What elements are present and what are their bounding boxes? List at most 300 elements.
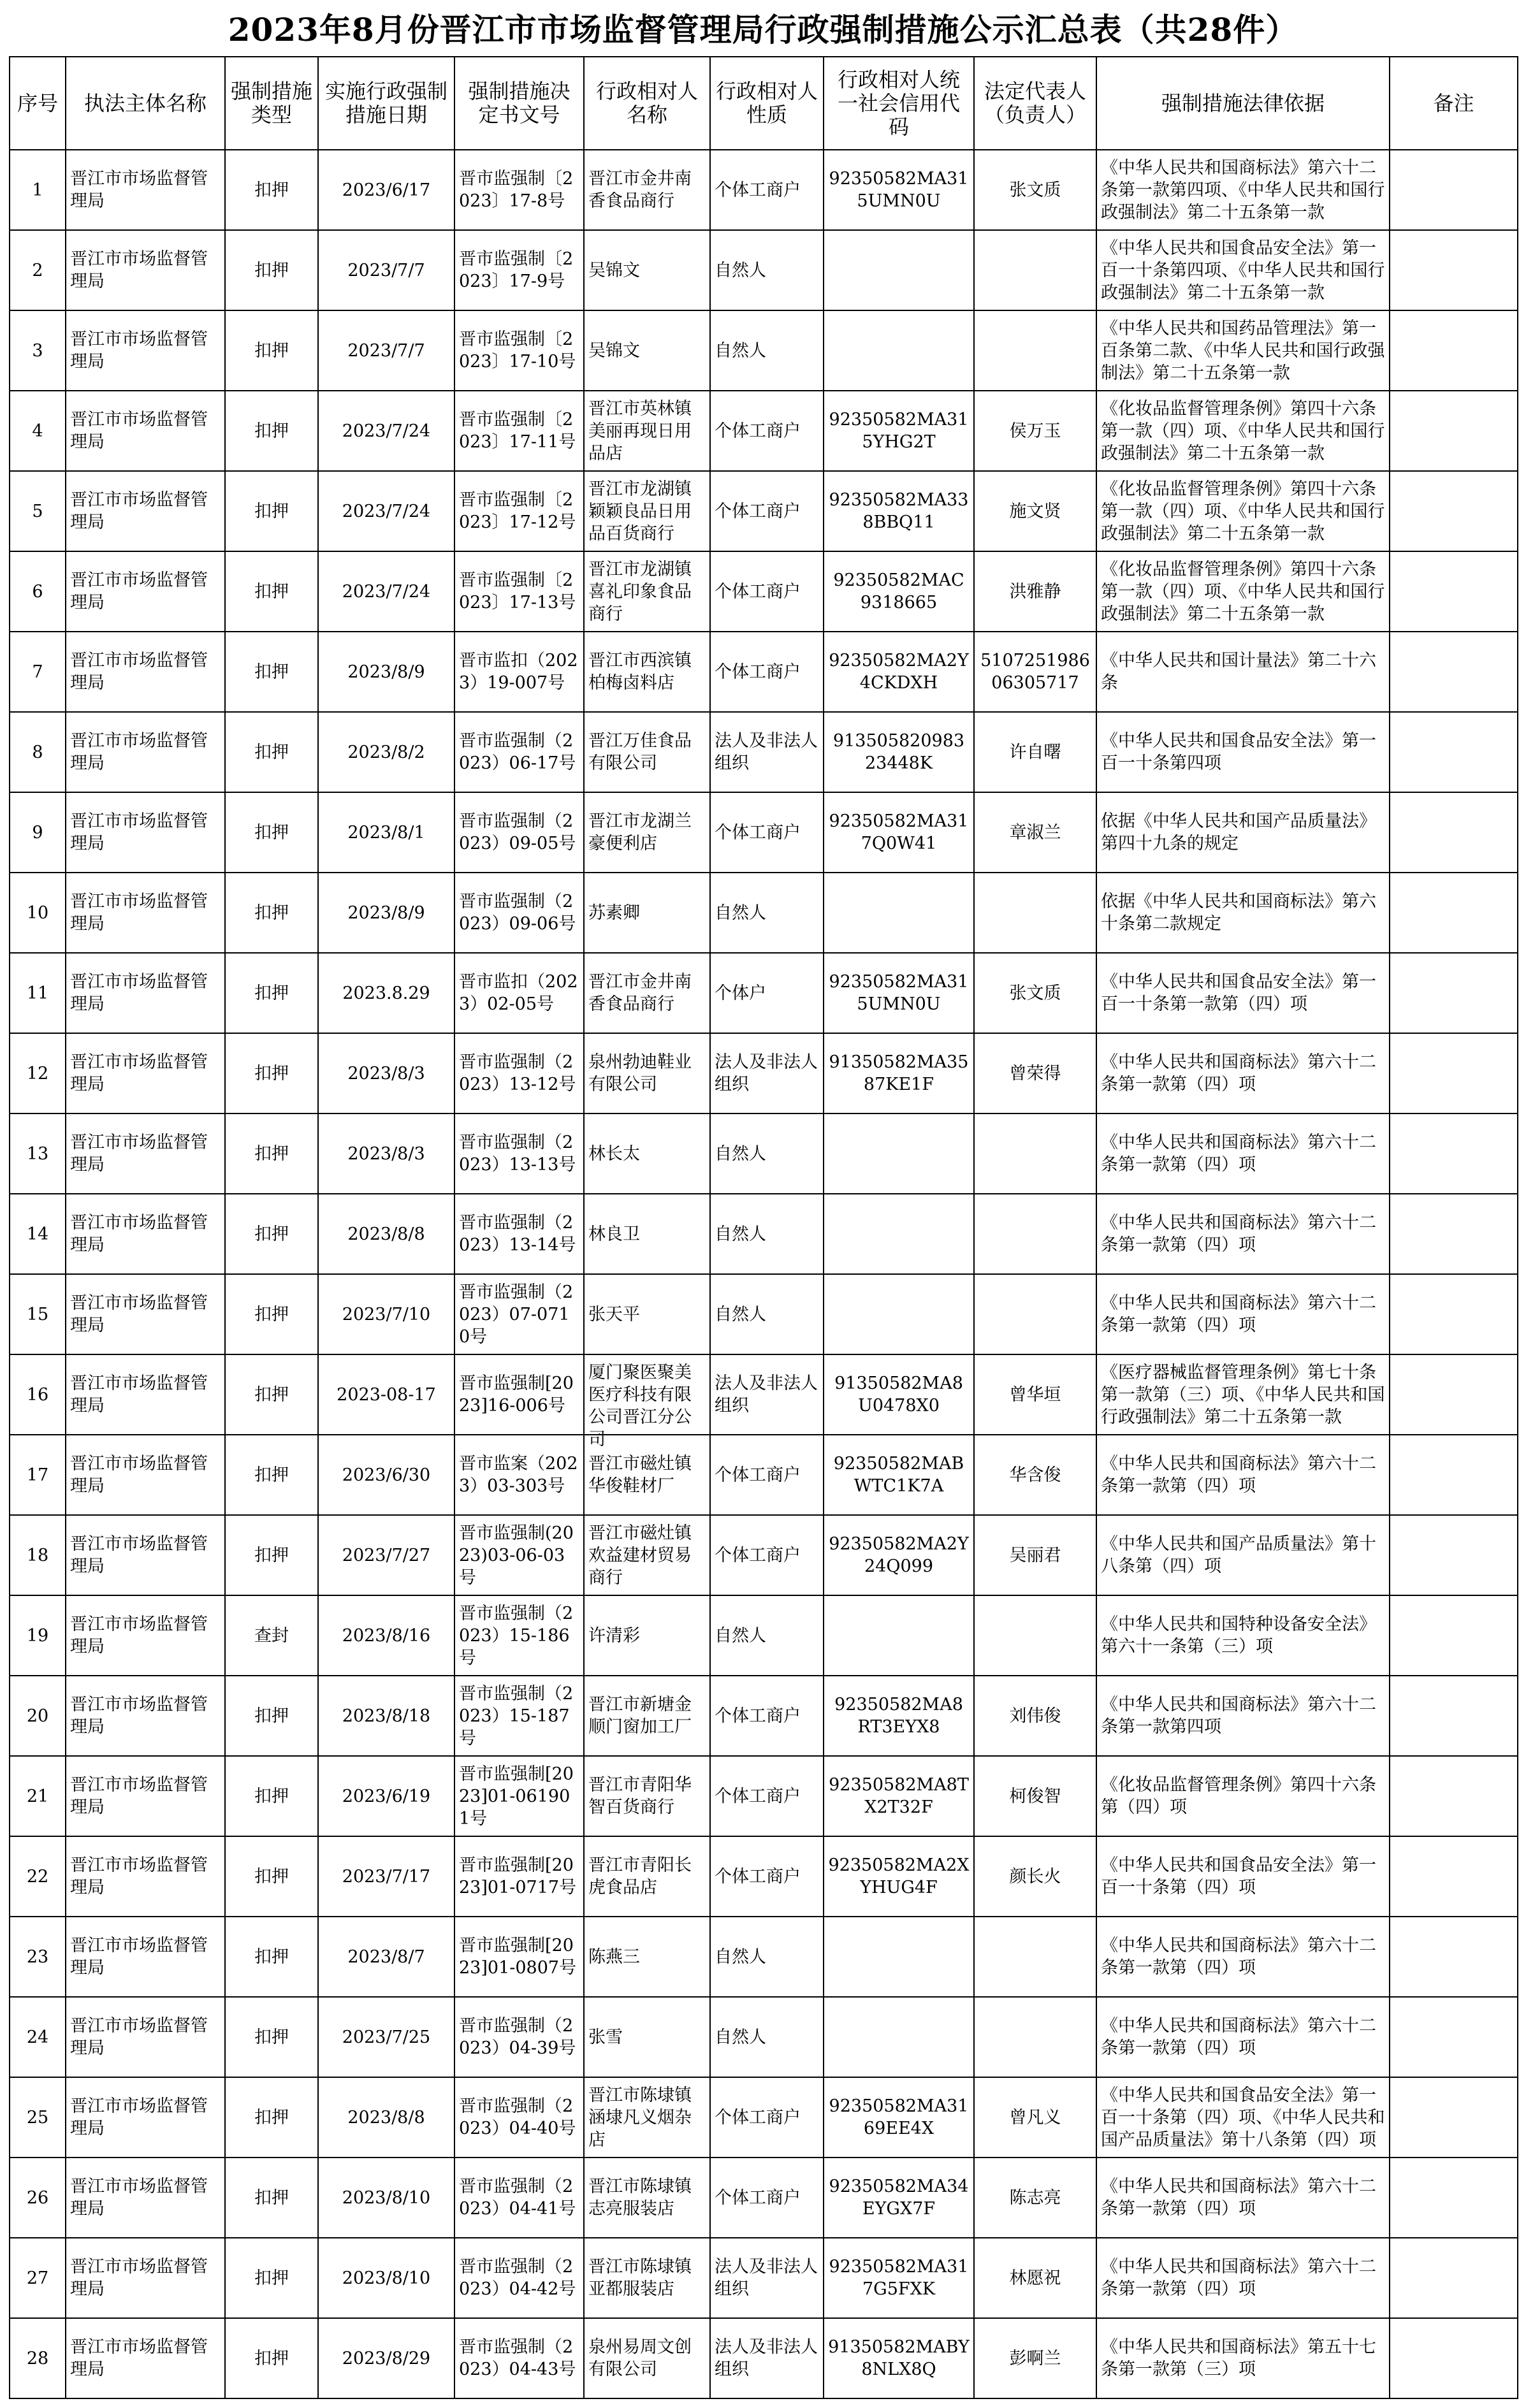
cell-code <box>824 712 974 792</box>
cell-type-text: 扣押 <box>254 1465 289 1485</box>
cell-no <box>10 471 66 551</box>
cell-agency-text: 晋江市市场监督管理局 <box>70 2016 208 2058</box>
cell-doc-text: 晋市监强制〔2023〕17-12号 <box>459 490 576 532</box>
cell-agency <box>66 2158 225 2238</box>
cell-rep-text: 侯万玉 <box>1009 421 1061 441</box>
cell-doc <box>454 310 584 391</box>
cell-agency-text: 晋江市市场监督管理局 <box>70 410 208 452</box>
cell-basis-text: 《中华人民共和国商标法》第六十二条第一款第（四）项 <box>1101 1936 1376 1978</box>
cell-agency-text: 晋江市市场监督管理局 <box>70 1534 208 1576</box>
cell-agency-text: 晋江市市场监督管理局 <box>70 1293 208 1335</box>
table-row <box>10 230 1518 310</box>
cell-rep-text: 张文质 <box>1009 983 1061 1003</box>
cell-no-text: 28 <box>26 2348 49 2368</box>
cell-basis <box>1096 2158 1390 2238</box>
cell-agency-text: 晋江市市场监督管理局 <box>70 2096 208 2138</box>
cell-party <box>584 1836 710 1917</box>
cell-type <box>225 1033 318 1113</box>
cell-doc-text: 晋市监强制（2023）07-0710号 <box>459 1282 574 1347</box>
cell-rep-text: 曾华垣 <box>1009 1384 1061 1405</box>
cell-date <box>318 310 454 391</box>
cell-agency-text: 晋江市市场监督管理局 <box>70 249 208 291</box>
cell-nature-text: 法人及非法人组织 <box>715 1052 818 1094</box>
cell-type-text: 扣押 <box>254 1384 289 1405</box>
cell-type <box>225 712 318 792</box>
cell-basis <box>1096 1836 1390 1917</box>
cell-date-text: 2023.8.29 <box>342 983 430 1003</box>
cell-party <box>584 391 710 471</box>
cell-rep-text: 彭啊兰 <box>1009 2348 1061 2368</box>
cell-basis <box>1096 1194 1390 1274</box>
cell-agency-text: 晋江市市场监督管理局 <box>70 972 208 1014</box>
cell-no <box>10 1435 66 1515</box>
cell-rep-text: 陈志亮 <box>1009 2187 1061 2208</box>
cell-doc-text: 晋市监强制（2023）09-05号 <box>459 811 576 853</box>
table-row <box>10 2077 1518 2158</box>
cell-basis <box>1096 471 1390 551</box>
cell-party <box>584 1595 710 1676</box>
cell-type <box>225 310 318 391</box>
cell-basis-text: 《中华人民共和国产品质量法》第十八条第（四）项 <box>1101 1534 1376 1576</box>
cell-type-text: 查封 <box>254 1625 289 1646</box>
cell-note <box>1390 1836 1518 1917</box>
cell-agency-text: 晋江市市场监督管理局 <box>70 1213 208 1255</box>
cell-party-text: 晋江市龙湖兰豪便利店 <box>588 811 692 853</box>
cell-code <box>824 1194 974 1274</box>
cell-date-text: 2023/7/25 <box>342 2027 431 2047</box>
cell-code-text: 92350582MA2Y4CKDXH <box>829 651 969 693</box>
cell-code <box>824 2158 974 2238</box>
cell-type <box>225 873 318 953</box>
cell-date <box>318 1997 454 2077</box>
cell-no-text: 25 <box>26 2107 49 2128</box>
cell-doc <box>454 1515 584 1595</box>
cell-rep-text: 许自曙 <box>1009 742 1061 762</box>
cell-basis-text: 依据《中华人民共和国产品质量法》第四十九条的规定 <box>1101 811 1376 853</box>
cell-party-text: 林长太 <box>588 1143 640 1164</box>
cell-agency <box>66 471 225 551</box>
cell-rep-text: 曾荣得 <box>1009 1063 1061 1084</box>
cell-code <box>824 1274 974 1354</box>
cell-basis <box>1096 953 1390 1033</box>
cell-doc-text: 晋市监强制〔2023〕17-13号 <box>459 570 576 613</box>
cell-basis <box>1096 1756 1390 1836</box>
cell-agency <box>66 792 225 873</box>
enforcement-table <box>9 56 1518 2399</box>
cell-rep-text: 章淑兰 <box>1009 822 1061 843</box>
cell-note <box>1390 1676 1518 1756</box>
cell-type-text: 扣押 <box>254 421 289 441</box>
cell-no-text: 20 <box>26 1706 49 1726</box>
cell-doc <box>454 1595 584 1676</box>
cell-date-text: 2023/7/24 <box>342 581 431 602</box>
cell-rep-text: 洪雅静 <box>1009 581 1061 602</box>
cell-basis <box>1096 1595 1390 1676</box>
cell-basis <box>1096 2077 1390 2158</box>
cell-date <box>318 712 454 792</box>
cell-agency-text: 晋江市市场监督管理局 <box>70 1454 208 1496</box>
cell-agency-text: 晋江市市场监督管理局 <box>70 2177 208 2219</box>
cell-type <box>225 1595 318 1676</box>
cell-no-text: 1 <box>32 180 43 200</box>
cell-doc-text: 晋市监强制（2023）09-06号 <box>459 892 576 934</box>
cell-doc <box>454 551 584 632</box>
cell-agency <box>66 551 225 632</box>
cell-date <box>318 391 454 471</box>
cell-no-text: 11 <box>26 983 49 1003</box>
table-row <box>10 1836 1518 1917</box>
cell-date-text: 2023/8/3 <box>347 1063 425 1084</box>
cell-party <box>584 2158 710 2238</box>
cell-nature <box>710 792 824 873</box>
cell-agency <box>66 310 225 391</box>
cell-code-text: 92350582MA8TX2T32F <box>829 1775 969 1817</box>
cell-date-text: 2023/6/30 <box>342 1465 431 1485</box>
cell-date <box>318 2158 454 2238</box>
cell-agency <box>66 1917 225 1997</box>
cell-date-text: 2023/7/24 <box>342 501 431 521</box>
cell-agency <box>66 873 225 953</box>
cell-basis <box>1096 2238 1390 2318</box>
cell-rep <box>974 1033 1096 1113</box>
cell-doc <box>454 1997 584 2077</box>
cell-party-text: 泉州勃迪鞋业有限公司 <box>588 1052 692 1094</box>
cell-note <box>1390 310 1518 391</box>
cell-type-text: 扣押 <box>254 1143 289 1164</box>
cell-no-text: 17 <box>26 1465 49 1485</box>
cell-rep <box>974 551 1096 632</box>
cell-party <box>584 230 710 310</box>
cell-party <box>584 1354 710 1449</box>
cell-no-text: 3 <box>32 340 43 361</box>
cell-agency <box>66 150 225 230</box>
cell-agency <box>66 2318 225 2398</box>
cell-agency-text: 晋江市市场监督管理局 <box>70 2257 208 2299</box>
cell-basis <box>1096 873 1390 953</box>
cell-rep-text: 曾凡义 <box>1009 2107 1061 2128</box>
cell-code-text: 92350582MA2Y24Q099 <box>829 1534 969 1576</box>
cell-no-text: 4 <box>32 421 43 441</box>
cell-note <box>1390 1194 1518 1274</box>
cell-agency-text: 晋江市市场监督管理局 <box>70 2337 208 2379</box>
cell-date-text: 2023/7/27 <box>342 1545 431 1565</box>
cell-rep <box>974 150 1096 230</box>
cell-date-text: 2023/7/10 <box>342 1304 431 1324</box>
cell-no <box>10 391 66 471</box>
cell-party <box>584 1194 710 1274</box>
cell-date-text: 2023/8/7 <box>347 1947 425 1967</box>
cell-rep <box>974 2318 1096 2398</box>
cell-party-text: 晋江市陈埭镇涵埭凡义烟杂店 <box>588 2085 692 2150</box>
cell-basis-text: 《中华人民共和国商标法》第六十二条第一款第（四）项 <box>1101 1213 1376 1255</box>
cell-type-text: 扣押 <box>254 1866 289 1887</box>
cell-rep <box>974 1435 1096 1515</box>
cell-type <box>225 1836 318 1917</box>
table-row <box>10 391 1518 471</box>
cell-no-text: 23 <box>26 1947 49 1967</box>
cell-code <box>824 391 974 471</box>
cell-basis-text: 《化妆品监督管理条例》第四十六条第一款（四）项、《中华人民共和国行政强制法》第二十五条第一款 <box>1101 398 1385 463</box>
cell-nature <box>710 2238 824 2318</box>
cell-no-text: 26 <box>26 2187 49 2208</box>
cell-party <box>584 873 710 953</box>
cell-agency-text: 晋江市市场监督管理局 <box>70 811 208 853</box>
cell-agency-text: 晋江市市场监督管理局 <box>70 1775 208 1817</box>
cell-date-text: 2023/8/18 <box>342 1706 431 1726</box>
cell-basis-text: 《中华人民共和国商标法》第六十二条第一款第（四）项 <box>1101 2257 1376 2299</box>
cell-basis-text: 《中华人民共和国食品安全法》第一百一十条第（四）项 <box>1101 1855 1376 1897</box>
cell-rep <box>974 1354 1096 1435</box>
cell-rep <box>974 1676 1096 1756</box>
cell-nature <box>710 2077 824 2158</box>
cell-no <box>10 953 66 1033</box>
cell-nature <box>710 471 824 551</box>
cell-agency <box>66 712 225 792</box>
cell-agency <box>66 1354 225 1435</box>
cell-agency-text: 晋江市市场监督管理局 <box>70 1936 208 1978</box>
cell-party-text: 晋江市陈埭镇志亮服装店 <box>588 2177 692 2219</box>
cell-code-text: 92350582MAC9318665 <box>833 570 964 613</box>
cell-no <box>10 873 66 953</box>
cell-code <box>824 1836 974 1917</box>
cell-date-text: 2023/8/8 <box>347 2107 425 2128</box>
cell-date <box>318 2077 454 2158</box>
cell-agency <box>66 2077 225 2158</box>
table-row <box>10 1354 1518 1435</box>
cell-date <box>318 551 454 632</box>
cell-doc-text: 晋市监强制（2023）04-39号 <box>459 2016 576 2058</box>
cell-no-text: 9 <box>32 822 43 843</box>
cell-type-text: 扣押 <box>254 1304 289 1324</box>
cell-rep <box>974 1836 1096 1917</box>
cell-doc-text: 晋市监强制(2023)03-06-03号 <box>459 1523 574 1588</box>
cell-nature <box>710 1595 824 1676</box>
cell-date <box>318 632 454 712</box>
cell-code <box>824 230 974 310</box>
cell-basis <box>1096 792 1390 873</box>
cell-nature <box>710 1033 824 1113</box>
table-row <box>10 1194 1518 1274</box>
cell-agency-text: 晋江市市场监督管理局 <box>70 1855 208 1897</box>
cell-agency-text: 晋江市市场监督管理局 <box>70 651 208 693</box>
cell-note <box>1390 1595 1518 1676</box>
cell-no <box>10 230 66 310</box>
cell-type <box>225 632 318 712</box>
table-body <box>10 150 1518 2398</box>
cell-basis-text: 《中华人民共和国食品安全法》第一百一十条第四项 <box>1101 731 1376 773</box>
cell-nature-text: 个体工商户 <box>715 1786 801 1806</box>
cell-agency-text: 晋江市市场监督管理局 <box>70 1052 208 1094</box>
cell-date <box>318 230 454 310</box>
cell-date <box>318 953 454 1033</box>
cell-no <box>10 1274 66 1354</box>
cell-code <box>824 150 974 230</box>
cell-nature <box>710 1515 824 1595</box>
cell-doc <box>454 632 584 712</box>
cell-code-text: 92350582MA338BBQ11 <box>829 490 969 532</box>
cell-type <box>225 1997 318 2077</box>
cell-party <box>584 1274 710 1354</box>
table-row <box>10 1917 1518 1997</box>
cell-note <box>1390 2238 1518 2318</box>
cell-doc <box>454 1354 584 1435</box>
cell-type <box>225 551 318 632</box>
cell-agency <box>66 953 225 1033</box>
cell-agency-text: 晋江市市场监督管理局 <box>70 731 208 773</box>
cell-date <box>318 873 454 953</box>
cell-rep <box>974 2158 1096 2238</box>
cell-doc-text: 晋市监强制（2023）04-41号 <box>459 2177 576 2219</box>
cell-note <box>1390 1756 1518 1836</box>
cell-nature <box>710 873 824 953</box>
cell-nature-text: 个体工商户 <box>715 822 801 843</box>
cell-agency-text: 晋江市市场监督管理局 <box>70 892 208 934</box>
table-row <box>10 2158 1518 2238</box>
cell-no-text: 10 <box>26 903 49 923</box>
cell-doc-text: 晋市监强制〔2023〕17-10号 <box>459 330 576 372</box>
cell-no-text: 24 <box>26 2027 49 2047</box>
cell-agency <box>66 1595 225 1676</box>
cell-party-text: 晋江万佳食品有限公司 <box>588 731 692 773</box>
cell-type <box>225 150 318 230</box>
cell-party-text: 晋江市青阳华智百货商行 <box>588 1775 692 1817</box>
cell-code-text: 92350582MA2XYHUG4F <box>828 1855 970 1897</box>
cell-party <box>584 1997 710 2077</box>
cell-code <box>824 1113 974 1194</box>
cell-nature-text: 个体工商户 <box>715 1545 801 1565</box>
table-row <box>10 1515 1518 1595</box>
cell-basis <box>1096 1435 1390 1515</box>
cell-basis-text: 《中华人民共和国食品安全法》第一百一十条第四项、《中华人民共和国行政强制法》第二十五条第一款 <box>1101 238 1385 303</box>
cell-doc-text: 晋市监强制〔2023〕17-8号 <box>459 169 574 211</box>
cell-no-text: 22 <box>26 1866 49 1887</box>
cell-code <box>824 1917 974 1997</box>
cell-date-text: 2023/6/19 <box>342 1786 431 1806</box>
cell-code <box>824 471 974 551</box>
table-header <box>10 57 1518 150</box>
cell-basis-text: 《中华人民共和国商标法》第六十二条第一款第（四）项 <box>1101 1052 1376 1094</box>
table-row <box>10 1435 1518 1515</box>
cell-no <box>10 1194 66 1274</box>
cell-party-text: 苏素卿 <box>588 903 640 923</box>
cell-no <box>10 1113 66 1194</box>
cell-code-text: 913505820983 23448K <box>832 731 965 773</box>
cell-no <box>10 1997 66 2077</box>
cell-note <box>1390 2318 1518 2398</box>
cell-note <box>1390 1274 1518 1354</box>
cell-basis-text: 《中华人民共和国商标法》第六十二条第一款第四项 <box>1101 1695 1376 1737</box>
cell-basis-text: 《中华人民共和国商标法》第五十七条第一款第（三）项 <box>1101 2337 1376 2379</box>
cell-basis-text: 《中华人民共和国食品安全法》第一百一十条第一款第（四）项 <box>1101 972 1376 1014</box>
cell-basis-text: 《医疗器械监督管理条例》第七十条第一款第（三）项、《中华人民共和国行政强制法》第二十五条第一款 <box>1101 1362 1385 1427</box>
cell-date-text: 2023/8/3 <box>347 1143 425 1164</box>
cell-note <box>1390 1917 1518 1997</box>
cell-type <box>225 230 318 310</box>
cell-code-text: 92350582MA317G5FXK <box>829 2257 969 2299</box>
cell-nature-text: 个体工商户 <box>715 581 801 602</box>
cell-nature <box>710 712 824 792</box>
cell-date-text: 2023/7/7 <box>347 340 425 361</box>
cell-doc-text: 晋市监强制（2023）04-43号 <box>459 2337 576 2379</box>
cell-agency <box>66 1033 225 1113</box>
cell-nature <box>710 1435 824 1515</box>
cell-doc <box>454 1194 584 1274</box>
cell-code <box>824 792 974 873</box>
cell-agency <box>66 1274 225 1354</box>
cell-type-text: 扣押 <box>254 1706 289 1726</box>
cell-doc-text: 晋市监强制[2023]01-061901号 <box>459 1764 574 1829</box>
cell-party-text: 张雪 <box>588 2027 623 2047</box>
cell-party <box>584 471 710 551</box>
cell-note <box>1390 2077 1518 2158</box>
cell-note <box>1390 953 1518 1033</box>
cell-basis-text: 《化妆品监督管理条例》第四十六条第一款（四）项、《中华人民共和国行政强制法》第二十五条第一款 <box>1101 559 1385 624</box>
cell-type <box>225 1917 318 1997</box>
cell-doc <box>454 873 584 953</box>
cell-note <box>1390 1113 1518 1194</box>
cell-basis <box>1096 1917 1390 1997</box>
cell-no <box>10 792 66 873</box>
cell-no <box>10 632 66 712</box>
cell-nature-text: 个体工商户 <box>715 662 801 682</box>
cell-type <box>225 2158 318 2238</box>
cell-note <box>1390 471 1518 551</box>
cell-date-text: 2023/8/10 <box>342 2187 431 2208</box>
cell-note <box>1390 230 1518 310</box>
cell-party-text: 晋江市新塘金顺门窗加工厂 <box>588 1695 692 1737</box>
cell-party <box>584 1756 710 1836</box>
cell-agency-text: 晋江市市场监督管理局 <box>70 1695 208 1737</box>
cell-nature-text: 自然人 <box>715 1947 766 1967</box>
cell-nature-text: 个体工商户 <box>715 2107 801 2128</box>
cell-nature-text: 法人及非法人组织 <box>715 731 818 773</box>
cell-basis <box>1096 1274 1390 1354</box>
cell-code-text: 91350582MA8U0478X0 <box>834 1374 963 1416</box>
cell-no-text: 27 <box>26 2268 49 2288</box>
cell-party-text: 厦门聚医聚美医疗科技有限公司晋江分公司 <box>588 1362 692 1449</box>
cell-rep-text: 颜长火 <box>1009 1866 1061 1887</box>
cell-date <box>318 1274 454 1354</box>
cell-note <box>1390 551 1518 632</box>
cell-nature <box>710 391 824 471</box>
cell-no-text: 14 <box>26 1224 49 1244</box>
cell-type-text: 扣押 <box>254 340 289 361</box>
cell-code <box>824 551 974 632</box>
cell-basis <box>1096 230 1390 310</box>
cell-type <box>225 1515 318 1595</box>
cell-date-text: 2023/8/16 <box>342 1625 431 1646</box>
cell-basis-text: 《中华人民共和国计量法》第二十六条 <box>1101 651 1376 693</box>
cell-type-text: 扣押 <box>254 1947 289 1967</box>
cell-date <box>318 792 454 873</box>
cell-party <box>584 1033 710 1113</box>
cell-date <box>318 1515 454 1595</box>
cell-agency <box>66 1676 225 1756</box>
cell-party-text: 晋江市磁灶镇欢益建材贸易商行 <box>588 1523 692 1588</box>
cell-note <box>1390 391 1518 471</box>
cell-rep-text: 吴丽君 <box>1009 1545 1061 1565</box>
cell-rep <box>974 953 1096 1033</box>
cell-code <box>824 1595 974 1676</box>
table-row <box>10 1756 1518 1836</box>
cell-doc-text: 晋市监强制（2023）06-17号 <box>459 731 576 773</box>
cell-nature <box>710 1676 824 1756</box>
cell-party-text: 晋江市陈埭镇亚都服装店 <box>588 2257 692 2299</box>
header-party: 行政相对人名称 <box>584 57 710 150</box>
cell-doc-text: 晋市监扣（2023）02-05号 <box>459 972 578 1014</box>
cell-basis-text: 《中华人民共和国药品管理法》第一百条第二款、《中华人民共和国行政强制法》第二十五条第一款 <box>1101 318 1385 383</box>
cell-no <box>10 150 66 230</box>
